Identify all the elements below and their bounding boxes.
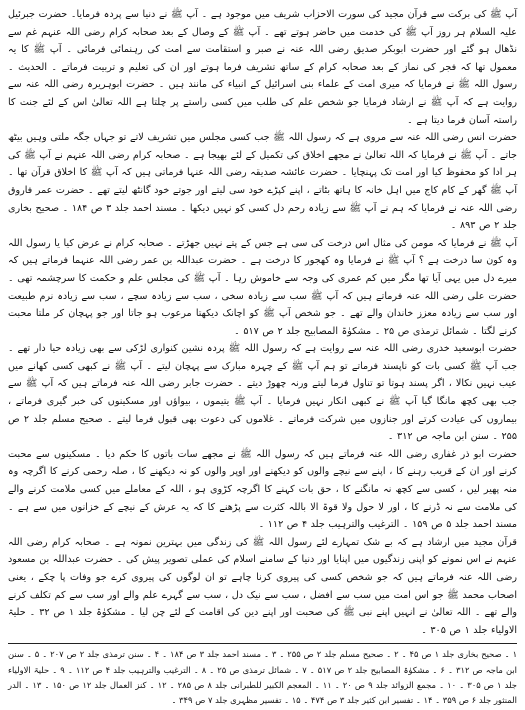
paragraph: آپ ﷺ نے فرمایا کہ مومن کی مثال اس درخت کی سی ہے جس کے پتے نہیں جھڑتے ۔ صحابہ کرام نے عرض کیا یا رسول اللہ وہ کون سا درخت ہے ؟ آپ ﷺ نے فرمایا وہ کھجور کا درخت ہے ۔ حضرت عبداللہ بن عمر رضی اللہ عنہما فرماتے ہیں کہ میرے دل میں یہی آیا تھا مگر میں کم عمری کی وجہ سے خاموش رہا ۔ آپ ﷺ کی مجلس علم و حکمت کا سرچشمہ تھی ۔ حضرت علی رضی اللہ عنہ فرماتے ہیں کہ آپ ﷺ سب سے زیادہ سخی ، سب سے زیادہ سچے ، سب سے زیادہ نرم طبیعت اور سب سے زیادہ معزز خاندان والے تھے ۔ جو شخص آپ ﷺ کو اچانک دیکھتا مرعوب ہو جاتا اور جو پہچان کر ملتا محبت کرنے لگتا ۔ شمائل ترمذی ص ۲۵ ۔ مشکوٰۃ المصابیح جلد ۲ ص ۵۱۷ ۔ [8, 237, 517, 337]
references-text: ۱ ۔ صحیح بخاری جلد ۱ ص ۴۵ ۔ ۲ ۔ صحیح مسلم جلد ۲ ص ۲۵۵ ۔ ۳ ۔ مسند احمد جلد ۳ ص ۱۸۴ ۔ ۴ ۔ سنن ترمذی جلد ۲ ص ۲۰۷ ۔ ۵ ۔ سنن ابن ماجہ ص ۳۱۲ ۔ ۶ ۔ مشکوٰۃ المصابیح جلد ۲ ص ۵۱۷ ۔ ۷ ۔ شمائل ترمذی ص ۲۵ ۔ ۸ ۔ الترغیب والترہیب جلد ۴ ص ۱۱۲ ۔ ۹ ۔ حلیۃ الاولیاء جلد ۱ ص ۳۰۵ ۔ ۱۰ ۔ مجمع الزوائد جلد ۹ ص ۲۰ ۔ ۱۱ ۔ المعجم الکبیر للطبرانی جلد ۸ ص ۲۸۵ ۔ ۱۲ ۔ کنز العمال جلد ۱۲ ص ۱۵۰ ۔ ۱۳ ۔ الدر المنثور جلد ۶ ص ۳۵۹ ۔ ۱۴ ۔ تفسیر ابن کثیر جلد ۳ ص ۴۷۴ ۔ ۱۵ ۔ تفسیر مظہری جلد ۷ ص ۳۴۹ ۔ [8, 649, 518, 705]
paragraph: حضرت ابوسعید خدری رضی اللہ عنہ سے روایت ہے کہ رسول اللہ ﷺ پردہ نشین کنواری لڑکی سے بھی زیادہ حیا دار تھے ۔ جب آپ ﷺ کسی بات کو ناپسند فرماتے تو ہم آپ ﷺ کے چہرہ مبارک سے پہچان لیتے ۔ آپ ﷺ نے کبھی کسی کھانے میں عیب نہیں نکالا ، اگر پسند ہوتا تو تناول فرما لیتے ورنہ چھوڑ دیتے ۔ حضرت جابر رضی اللہ عنہ فرماتے ہیں کہ آپ ﷺ سے جب بھی کچھ مانگا گیا آپ ﷺ نے کبھی انکار نہیں فرمایا ۔ آپ ﷺ یتیموں ، بیواؤں اور مسکینوں کی خبر گیری فرماتے ، بیماروں کی عیادت کرتے اور جنازوں میں شرکت فرماتے ۔ غلاموں کی دعوت بھی قبول فرما لیتے ۔ صحیح مسلم جلد ۲ ص ۲۵۵ ۔ سنن ابن ماجہ ص ۳۱۲ ۔ [8, 343, 517, 443]
paragraph: حضرت ابو ذر غفاری رضی اللہ عنہ فرماتے ہیں کہ رسول اللہ ﷺ نے مجھے سات باتوں کا حکم دیا ۔ مسکینوں سے محبت کرنے اور ان کے قریب رہنے کا ، اپنے سے نیچے والوں کو دیکھنے اور اوپر والوں کو نہ دیکھنے کا ، صلہ رحمی کرنے کا اگرچہ وہ منہ پھیر لیں ، کسی سے کچھ نہ مانگنے کا ، حق بات کہنے کا اگرچہ کڑوی ہو ، اللہ کے معاملے میں کسی ملامت کرنے والے کی ملامت سے نہ ڈرنے کا ، اور لا حول ولا قوۃ الا باللہ کثرت سے پڑھنے کا کہ یہ عرش کے نیچے کے خزانوں میں سے ہے ۔ مسند احمد جلد ۵ ص ۱۵۹ ۔ الترغیب والترہیب جلد ۴ ص ۱۱۲ ۔ [8, 448, 517, 531]
paragraph: قرآن مجید میں ارشاد ہے کہ بے شک تمہارے لئے رسول اللہ ﷺ کی زندگی میں بہترین نمونہ ہے ۔ صحابہ کرام رضی اللہ عنہم نے اس نمونے کو اپنی زندگیوں میں اپنایا اور دنیا کے سامنے اسلام کی عملی تصویر پیش کی ۔ حضرت عبداللہ بن مسعود رضی اللہ عنہ فرماتے ہیں کہ جو شخص کسی کی پیروی کرنا چاہے تو ان لوگوں کی پیروی کرے جو وفات پا چکے ، یعنی اصحاب محمد ﷺ جو اس امت میں سب سے افضل ، سب سے نیک دل ، سب سے گہرے علم والے اور سب سے کم تکلف کرنے والے تھے ۔ اللہ تعالیٰ نے انہیں اپنے نبی ﷺ کی صحبت اور اپنے دین کی اقامت کے لئے چن لیا ۔ مشکوٰۃ جلد ۱ ص ۳۲ ۔ حلیۃ الاولیاء جلد ۱ ص ۳۰۵ ۔ [8, 536, 518, 636]
body-text [8, 6, 517, 639]
footnote-divider [8, 643, 517, 644]
paragraph: آپ ﷺ کی برکت سے قرآن مجید کی سورت الاحزاب شریف میں موجود ہے ۔ آپ ﷺ نے دنیا سے پردہ فرمایا۔ حضرت جبرئیل علیہ السلام ہر روز آپ ﷺ کی خدمت میں حاضر ہوتے تھے ۔ آپ ﷺ کے وصال کے بعد صحابہ کرام رضی اللہ عنہم غم سے نڈھال ہو گئے اور حضرت ابوبکر صدیق رضی اللہ عنہ نے صبر و استقامت سے امت کی رہنمائی فرمائی ۔ آپ ﷺ کا یہ معمول تھا کہ فجر کی نماز کے بعد صحابہ کرام کے ساتھ تشریف فرما ہوتے اور ان کی تعلیم و تربیت فرماتے ۔ الحدیث ۔ رسول اللہ ﷺ نے فرمایا کہ میری امت کے علماء بنی اسرائیل کے انبیاء کی مانند ہیں ۔ حضرت ابوہریرہ رضی اللہ عنہ سے روایت ہے کہ آپ ﷺ نے ارشاد فرمایا جو شخص علم کی طلب میں کسی راستے پر چلتا ہے اللہ تعالیٰ اس کے لئے جنت کا راستہ آسان فرما دیتا ہے ۔ [8, 9, 517, 126]
references-block [8, 647, 517, 708]
paragraph: حضرت انس رضی اللہ عنہ سے مروی ہے کہ رسول اللہ ﷺ جب کسی مجلس میں تشریف لاتے تو جہاں جگہ ملتی وہیں بیٹھ جاتے ۔ آپ ﷺ نے فرمایا کہ اللہ تعالیٰ نے مجھے اخلاق کی تکمیل کے لئے بھیجا ہے ۔ صحابہ کرام رضی اللہ عنہم نے آپ ﷺ کی ہر ادا کو محفوظ کیا اور امت تک پہنچایا ۔ حضرت عائشہ صدیقہ رضی اللہ عنہا فرماتی ہیں کہ آپ ﷺ کا اخلاق قرآن تھا ۔ آپ ﷺ گھر کے کام کاج میں اہل خانہ کا ہاتھ بٹاتے ، اپنے کپڑے خود سی لیتے اور جوتے خود گانٹھ لیتے تھے ۔ حضرت عمر فاروق رضی اللہ عنہ نے فرمایا کہ ہم نے آپ ﷺ سے زیادہ رحم دل کسی کو نہیں دیکھا ۔ مسند احمد جلد ۳ ص ۱۸۴ ۔ صحیح بخاری جلد ۲ ص ۸۹۳ ۔ [8, 132, 517, 232]
